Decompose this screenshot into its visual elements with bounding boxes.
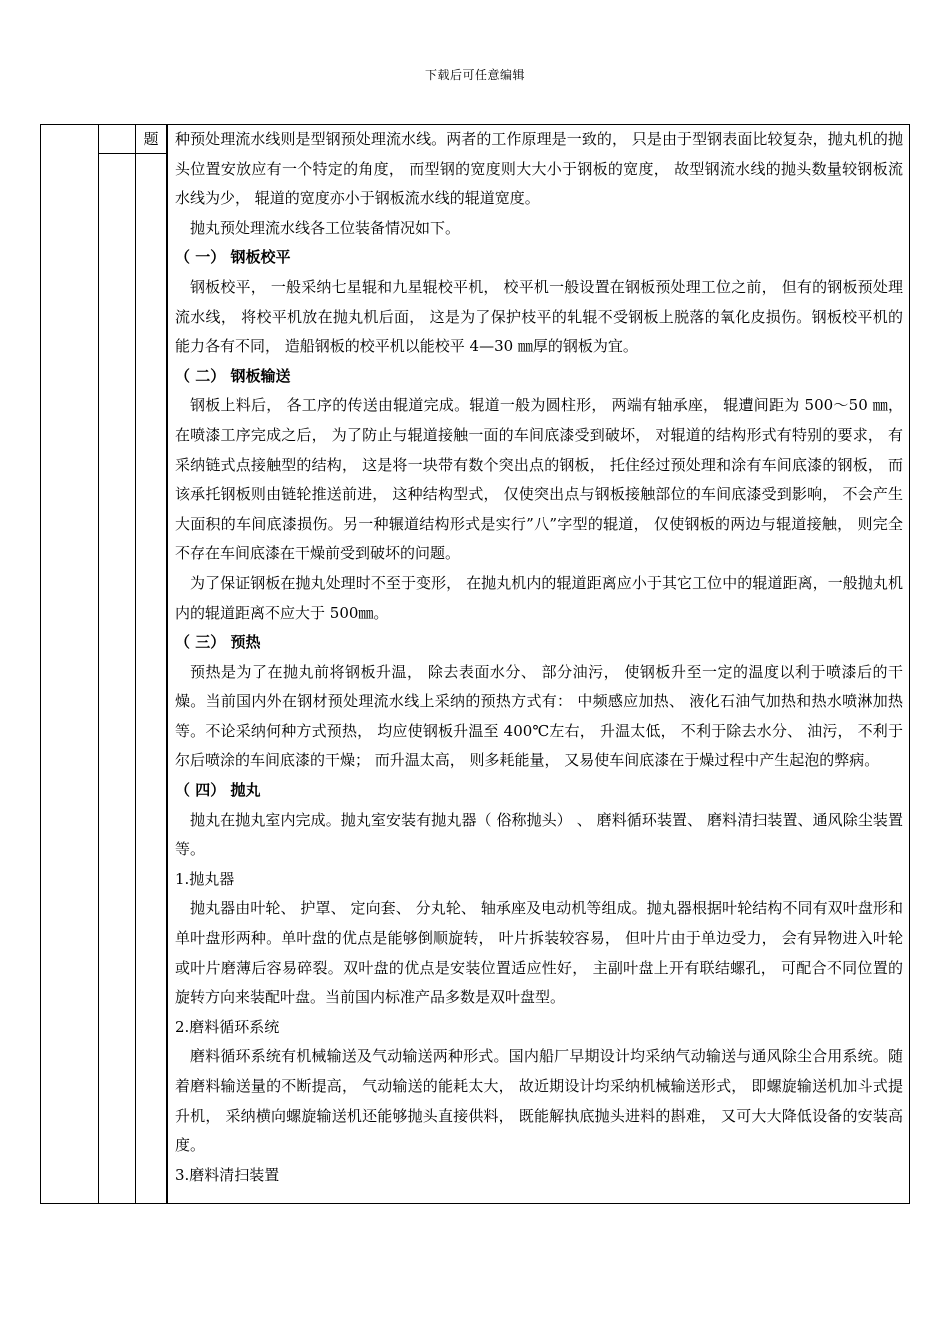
body-paragraph: 2.磨料循环系统 [175, 1017, 280, 1036]
table-label-cell: 题 [143, 130, 159, 148]
column-divider [167, 125, 168, 1203]
section-heading: （ 一） 钢板校平 [175, 248, 291, 267]
section-heading: （ 二） 钢板输送 [175, 366, 291, 385]
body-paragraph: 预热是为了在抛丸前将钢板升温， 除去表面水分、 部分油污， 使钢板升至一定的温度以利于喷漆后的干燥。当前国内外在钢材预处理流水线上采纳的预热方式有： 中频感应加热、 液化石油气加热和热水喷淋加热等。不论采纳何种方式预热， 均应使钢板升温至 400℃左右， 升温太低， 不利于除去水分、 油污， 不利于尔后喷涂的车间底漆的干燥； 而升温太高， 则多耗能量， 又易使车间底漆在于燥过程中产生起泡的弊病。 [175, 662, 903, 770]
body-paragraph: 抛丸预处理流水线各工位装备情况如下。 [190, 218, 461, 237]
row-divider [98, 153, 167, 154]
body-paragraph: 为了保证钢板在抛丸处理时不至于变形， 在抛丸机内的辊道距离应小于其它工位中的辊道距离，一般抛丸机内的辊道距离不应大于 500㎜。 [175, 573, 903, 622]
column-divider [98, 125, 99, 1203]
body-paragraph: 1.抛丸器 [175, 869, 235, 888]
body-paragraph: 抛丸器由叶轮、 护罩、 定向套、 分丸轮、 轴承座及电动机等组成。抛丸器根据叶轮结构不同有双叶盘形和单叶盘形两种。单叶盘的优点是能够倒顺旋转， 叶片拆装较容易， 但叶片由于单边受力， 会有异物进入叶轮或叶片磨薄后容易碎裂。双叶盘的优点是安装位置适应性好， 主副叶盘上开有联结螺孔， 可配合不同位置的旋转方向来装配叶盘。当前国内标准产品多数是双叶盘型。 [175, 899, 903, 1007]
table-content-cell [175, 125, 903, 1190]
body-paragraph: 磨料循环系统有机械输送及气动输送两种形式。国内船厂早期设计均采纳气动输送与通风除尘合用系统。随着磨料输送量的不断提高， 气动输送的能耗太大， 故近期设计均采纳机械输送形式， 即螺旋输送机加斗式提升机， 采纳横向螺旋输送机还能够抛头直接供料， 既能解执底抛头进料的斟难， 又可大大降低设备的安装高度。 [175, 1047, 903, 1155]
body-paragraph: 种预处理流水线则是型钢预处理流水线。两者的工作原理是一致的， 只是由于型钢表面比较复杂，抛丸机的抛头位置安放应有一个特定的角度， 而型钢的宽度则大大小于钢板的宽度， 故型钢流水线的抛头数量较钢板流水线为少， 辊道的宽度亦小于钢板流水线的辊道宽度。 [175, 130, 903, 208]
body-paragraph: 钢板上料后， 各工序的传送由辊道完成。辊道一般为圆柱形， 两端有轴承座， 辊遭间距为 500～50 ㎜， 在喷漆工序完成之后， 为了防止与辊道接触一面的车间底漆受到破坏， 对辊道的结构形式有特别的要求， 有采纳链式点接触型的结构， 这是将一块带有数个突出点的钢板， 托住经过预处理和涂有车间底漆的钢板， 而该承托钢板则由链轮推送前进， 这种结构型式， 仅使突出点与钢板接触部位的车间底漆受到影响， 不会产生大面积的车间底漆损伤。另一种辗道结构形式是实行”八”字型的辊道， 仅使钢板的两边与辊道接触， 则完全不存在车间底漆在干燥前受到破坏的问题。 [175, 396, 903, 563]
body-paragraph: 3.磨料清扫装置 [175, 1165, 280, 1184]
body-paragraph: 钢板校平， 一般采纳七星辊和九星辊校平机， 校平机一般设置在钢板预处理工位之前， 但有的钢板预处理流水线， 将校平机放在抛丸机后面， 这是为了保护枝平的轧辊不受钢板上脱落的氧化皮损伤。钢板校平机的能力各有不同， 造船钢板的校平机以能校平 4—30 ㎜厚的钢板为宜。 [175, 277, 903, 356]
section-heading: （ 三） 预热 [175, 633, 261, 652]
page-header: 下载后可任意编辑 [424, 68, 525, 82]
document-table [40, 124, 910, 1204]
body-paragraph: 抛丸在抛丸室内完成。抛丸室安装有抛丸器（ 俗称抛头） 、 磨料循环装置、 磨料清扫装置、通风除尘装置等。 [175, 810, 903, 859]
section-heading: （ 四） 抛丸 [175, 781, 261, 800]
column-divider [135, 125, 136, 1203]
